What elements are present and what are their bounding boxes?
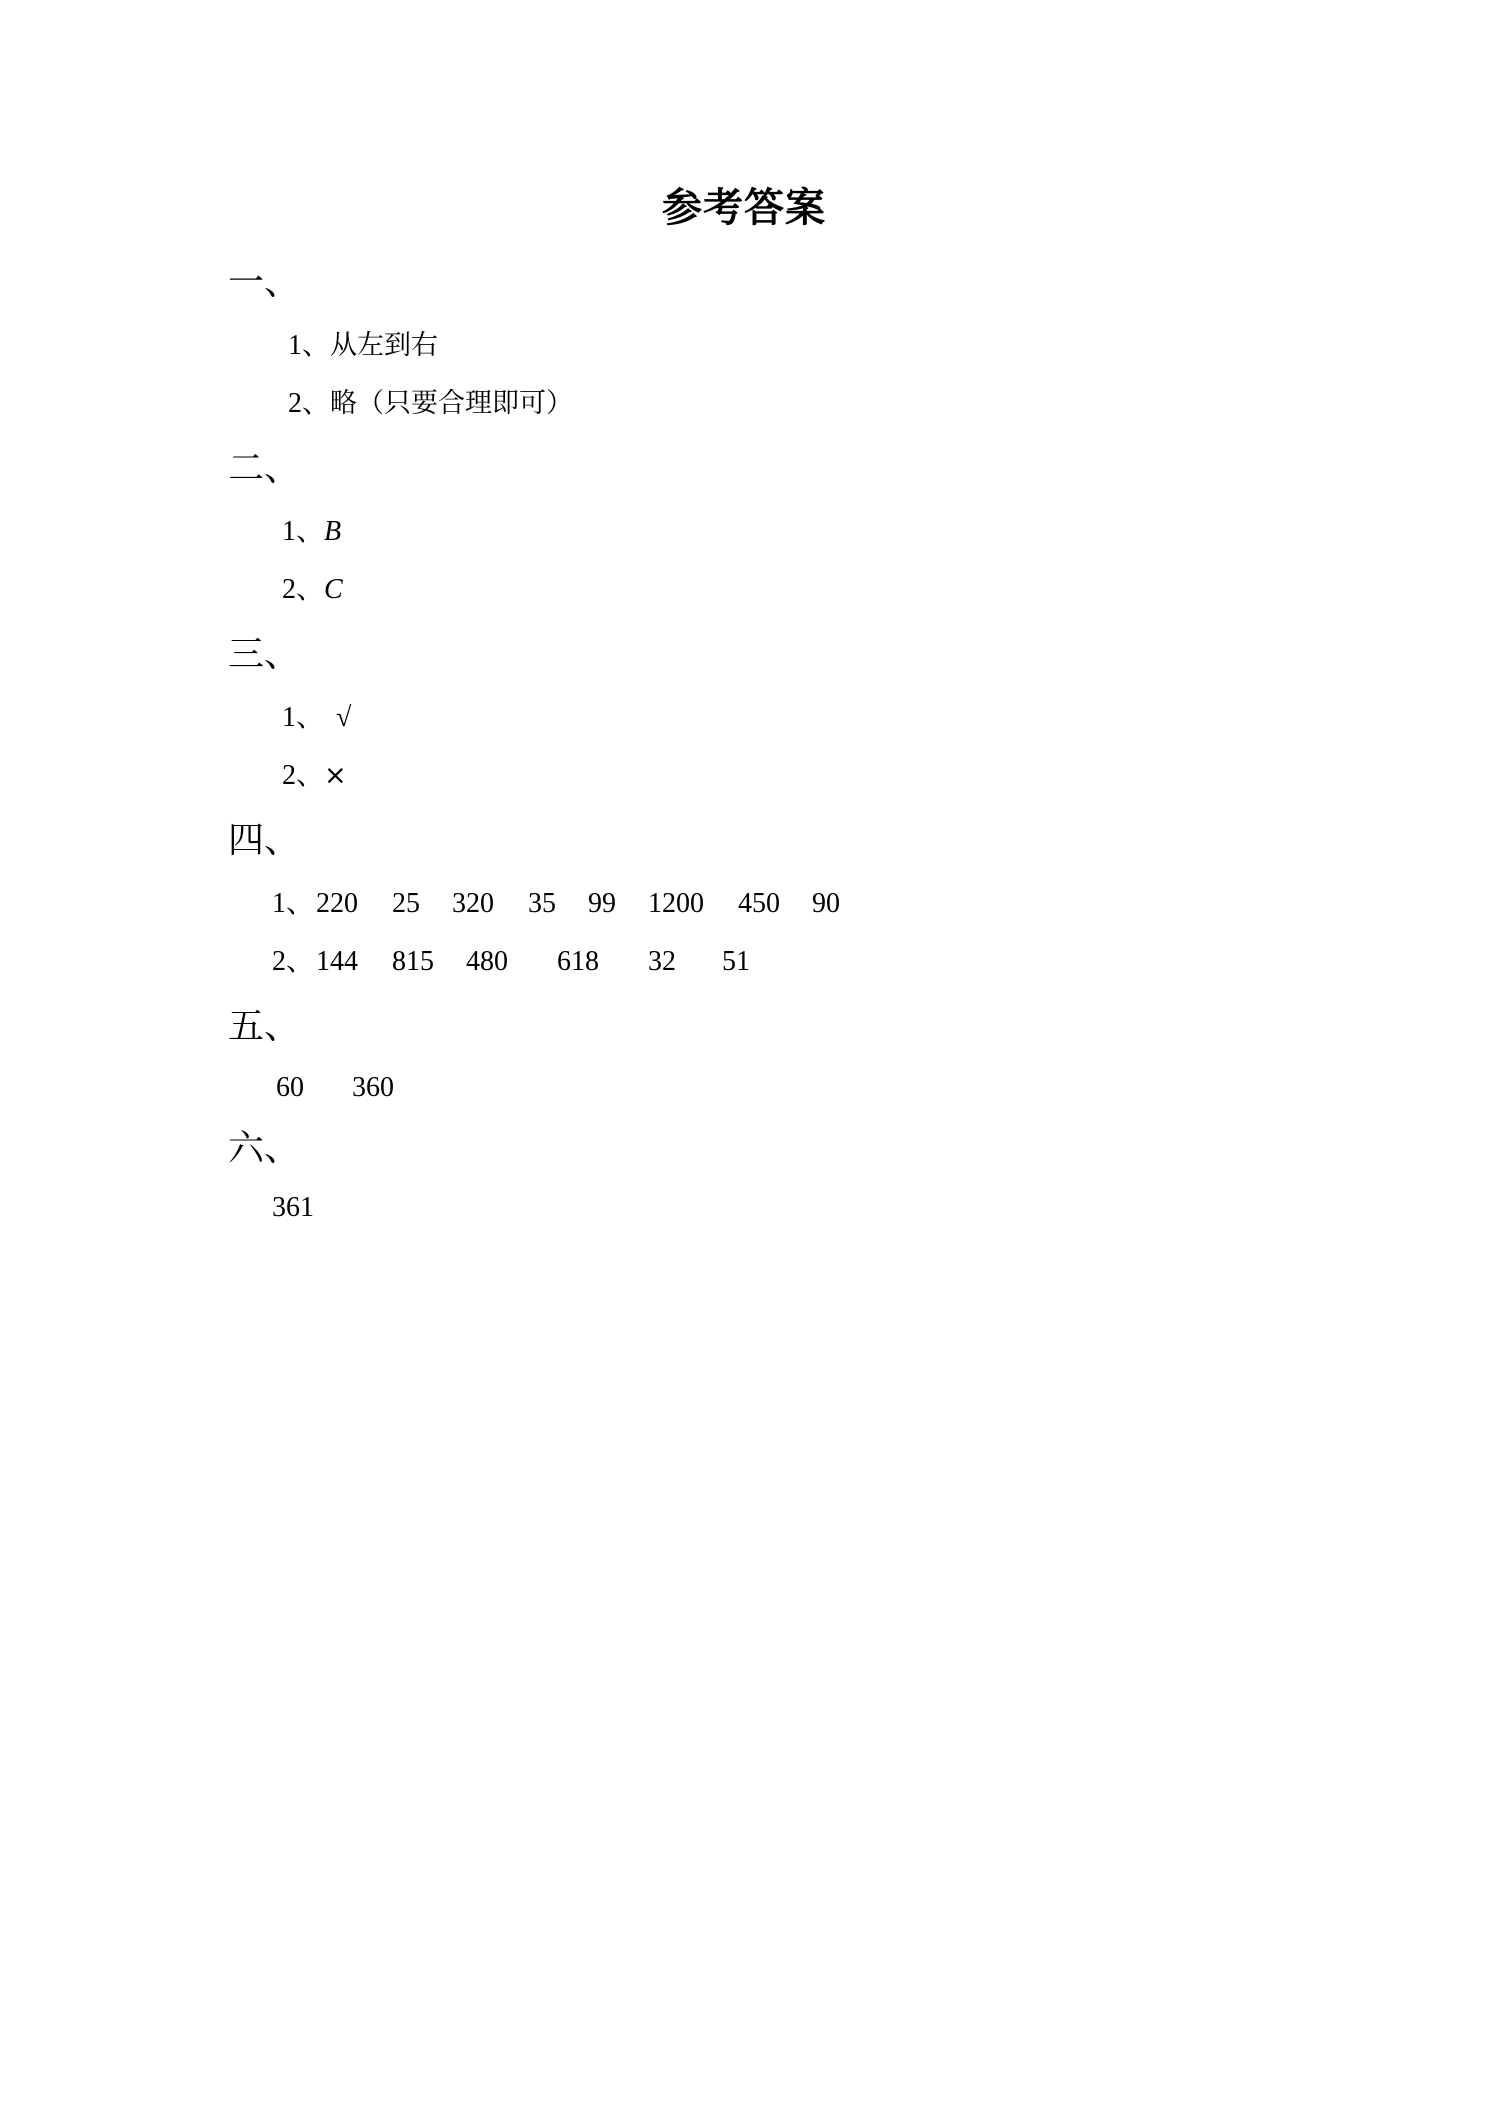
answer-text: B <box>324 516 342 547</box>
section-heading-2: 二、 <box>228 448 301 489</box>
value-item: 1200 <box>648 888 704 919</box>
answer-number: 1、 <box>282 516 325 547</box>
value-item: 618 <box>557 946 599 977</box>
section-heading-6: 六、 <box>228 1128 301 1169</box>
section-4-row-2 <box>272 942 872 982</box>
value-item: 51 <box>722 946 750 977</box>
answer-number: 2、 <box>288 388 331 419</box>
row-number: 2、 <box>272 946 315 977</box>
check-mark: √ <box>336 702 352 733</box>
section-heading-1: 一、 <box>228 262 301 303</box>
value-item: 25 <box>392 888 420 919</box>
section-2-answer-2 <box>282 570 343 610</box>
answer-text: 从左到右 <box>330 330 439 361</box>
value-item: 35 <box>528 888 556 919</box>
value-item: 220 <box>316 888 358 919</box>
section-2-answer-1 <box>282 512 341 552</box>
section-1-answer-1 <box>288 326 438 366</box>
value-item: 815 <box>392 946 434 977</box>
value-item: 60 <box>276 1072 304 1103</box>
section-1-answer-2 <box>288 384 573 424</box>
section-3-answer-1 <box>282 698 351 738</box>
value-item: 32 <box>648 946 676 977</box>
page-title: 参考答案 <box>662 185 826 231</box>
value-item: 450 <box>738 888 780 919</box>
answer-number: 1、 <box>288 330 331 361</box>
answer-number: 1、 <box>282 702 325 733</box>
section-6-values <box>272 1188 392 1228</box>
value-item: 144 <box>316 946 358 977</box>
answer-text: C <box>324 574 343 605</box>
row-number: 1、 <box>272 888 315 919</box>
cross-mark: × <box>324 760 347 791</box>
answer-number: 2、 <box>282 574 325 605</box>
answer-number: 2、 <box>282 760 325 791</box>
section-heading-3: 三、 <box>228 634 301 675</box>
value-item: 99 <box>588 888 616 919</box>
value-item: 90 <box>812 888 840 919</box>
value-item: 360 <box>352 1072 394 1103</box>
section-3-answer-2 <box>282 756 347 796</box>
section-heading-5: 五、 <box>228 1006 301 1047</box>
section-5-values <box>276 1068 476 1108</box>
value-item: 320 <box>452 888 494 919</box>
answer-text: 略（只要合理即可） <box>330 388 574 419</box>
section-heading-4: 四、 <box>228 820 301 861</box>
value-item: 480 <box>466 946 508 977</box>
section-4-row-1 <box>272 884 872 924</box>
value-item: 361 <box>272 1192 314 1223</box>
